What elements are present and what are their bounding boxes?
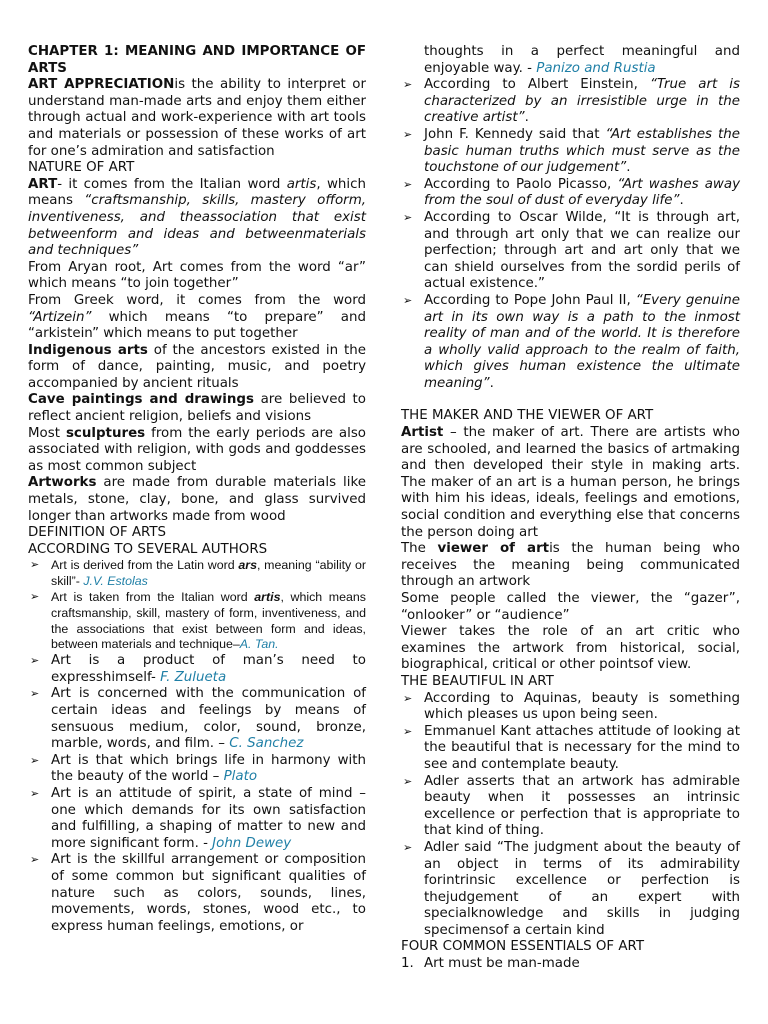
art-appreciation-paragraph [28,77,366,160]
author-reference: F. Zulueta [160,669,227,685]
author-reference: J.V. Estolas [83,574,148,589]
definition-list [28,558,366,653]
item-text: Art is that which brings life in harmony with the beauty of the world – [51,752,366,785]
art-definition-paragraph [28,177,366,260]
cave-paragraph [28,392,366,425]
list-item: ➢ According to Aquinas, beauty is something which pleases us upon being seen. [401,691,740,724]
indigenous-paragraph [28,343,366,393]
artworks-paragraph [28,475,366,525]
item-quote: “Art washes away from the soul of dust of everyday life” [424,176,741,209]
indigenous-term: Indigenous arts [28,342,148,358]
item-text: According to Albert Einstein, [424,77,650,93]
definition-heading: DEFINITION OF ARTS [28,525,166,541]
art-def-quote: “craftsmanship, skills, mastery ofform, inventiveness, and theassociation that exist betweenform and ideas and betweenmaterials and techniques” [28,193,366,259]
greek-text: From Greek word, it comes from the word [28,292,366,308]
item-quote: “Art establishes the basic human truths which must serve as the touchstone of our judgement” [424,126,740,176]
critic-paragraph: Viewer takes the role of an art critic who examines the artwork from historical, social, biographical, critical or other pointsof view. [401,624,740,673]
viewer-lead: The [401,541,438,557]
item-text: John F. Kennedy said that [424,126,606,142]
art-appreciation-definition: is the ability to interpret or understand man-made arts and enjoy them either through actual and work-experience with art tools and materials or possession of these works of art for one’s admiration and satisfaction [28,77,366,159]
list-item [28,590,366,653]
famous-quotes-list [401,77,740,392]
continued-text: thoughts in a perfect meaningful and enjoyable way. - [424,44,740,76]
continued-paragraph [401,44,740,77]
list-item [401,77,740,127]
sculptures-paragraph [28,426,366,476]
item-text-2: , which means craftsmanship, skill, mastery of form, inventiveness, and the associations that exist between form and ideas, between materials and technique– [51,590,366,652]
artworks-term: Artworks [28,475,97,491]
art-def-text-2: , which means [28,176,366,209]
item-text: Art is concerned with the communication of certain ideas and feelings by means of sensuous medium, color, sound, bronze, marble, words, and film. – [51,686,366,752]
spacer [401,392,740,408]
list-item: ➢ Adler asserts that an artwork has admirable beauty when it possesses an intrinsic excellence or perfection that is appropriate to that kind of thing. [401,774,740,840]
greek-text-2: which means “to prepare” and “arkistein” which means to put together [28,309,366,342]
artist-paragraph [401,425,740,541]
beauty-list [401,691,740,940]
list-item: ➢ Adler said “The judgment about the beauty of an object in terms of its admirability forintrinsic excellence or perfection is thejudgement of an expert with specialknowledge and skills in judging specimensof a certain kind [401,840,740,940]
right-column [401,44,740,973]
list-item: ➢ Emmanuel Kant attaches attitude of looking at the beautiful that is necessary for the mind to see and contemplate beauty. [401,724,740,774]
list-item [28,753,366,786]
item-text: Art is a product of man’s need to expresshimself- [51,653,366,685]
item-text: Art is an attitude of spirit, a state of mind – one which demands for its own satisfaction and fulfilling, a shaping of matter to new and more significant form. - [51,785,366,851]
list-item [28,786,366,852]
author-reference: C. Sanchez [229,736,304,752]
aryan-paragraph: From Aryan root, Art comes from the word “ar” which means “to join together” [28,259,366,292]
authors-heading: ACCORDING TO SEVERAL AUTHORS [28,541,268,557]
artist-term: Artist [401,425,444,441]
list-item [28,653,366,686]
list-item [401,956,740,973]
beautiful-heading: THE BEAUTIFUL IN ART [401,673,554,689]
item-number: 1. [401,956,414,972]
item-text: According to Paolo Picasso, [424,176,618,192]
art-def-text: - it comes from the Italian word [57,176,287,192]
essentials-list [401,956,740,973]
viewer-paragraph [401,541,740,591]
gazer-paragraph: Some people called the viewer, the “gazer”, “onlooker” or “audience” [401,591,740,623]
item-emphasis: artis [254,590,281,604]
author-reference: A. Tan. [239,637,279,652]
item-text-2: , meaning “ability or skill”- [51,558,367,589]
author-reference: John Dewey [212,835,292,851]
list-item [28,852,366,935]
list-item [28,686,366,752]
item-emphasis: ars [238,558,257,573]
author-reference: Plato [223,769,258,785]
essentials-heading: FOUR COMMON ESSENTIALS OF ART [401,939,645,955]
viewer-term: viewer of art [437,541,550,557]
item-text: Art is derived from the Latin word [51,558,239,573]
item-text: Art is taken from the Italian word [51,590,255,604]
indigenous-def: of the ancestors existed in the form of dance, painting, music, and poetry accompanied by ancient rituals [28,342,366,391]
item-end: . [626,160,631,176]
item-quote: “True art is characterized by an irresistible urge in the creative artist” [424,77,740,126]
artizein-word: “Artizein” [28,309,92,325]
nature-heading: NATURE OF ART [28,160,135,176]
list-item [28,558,366,590]
item-end: . [524,110,529,126]
sculptures-def: from the early periods are also associated with religion, with gods and goddesses as most common subject [28,425,367,474]
list-item [401,293,740,393]
cave-def: are believed to reflect ancient religion, beliefs and visions [28,392,366,425]
chapter-title: CHAPTER 1: MEANING AND IMPORTANCE OF ARTS [28,44,366,76]
artworks-def: are made from durable materials like metals, stone, clay, bone, and glass survived longer than artworks made from wood [28,475,366,524]
list-item [401,210,740,293]
item-text: According to Pope John Paul II, [424,292,636,308]
item-end: . [489,375,494,391]
item-text: According to Oscar Wilde, “It is through art, and through art only that we can realize our perfection; through art and art only that we can shield ourselves from the sordid perils of actual existence.” [424,209,740,292]
author-reference: Panizo and Rustia [536,60,656,76]
list-item [401,127,740,177]
item-quote: “Every genuine art in its own way is a path to the inmost reality of man and of the world. It is therefore a wholly valid approach to the realm of faith, which gives human existence the ultimate meaning” [424,292,740,391]
artist-def: – the maker of art. There are artists who are schooled, and learned the basics of artmaking and then developed their style in making arts. The maker of an art is a human person, he brings with him his ideas, ideals, feelings and emotions, social condition and everything else that concerns the person doing art [401,425,740,540]
viewer-def: is the human being who receives the meaning being communicated through an artwork [401,541,740,590]
sculptures-lead: Most [28,425,66,441]
art-appreciation-term: ART APPRECIATION [28,77,175,93]
quote-list [28,653,366,935]
art-term: ART [28,176,58,192]
list-item [401,177,740,210]
item-end: . [679,193,684,209]
item-text: Art must be man-made [424,956,580,972]
artis-word: artis [286,176,317,192]
item-text: Art is the skillful arrangement or composition of some common but significant qualities of nature such as colors, sounds, lines, movements, words, stones, wood etc., to express human feelings, emotions, or [51,852,366,934]
greek-paragraph [28,293,366,343]
sculptures-term: sculptures [65,425,146,441]
maker-heading: THE MAKER AND THE VIEWER OF ART [401,408,654,424]
cave-term: Cave paintings and drawings [28,392,254,408]
left-column [28,44,366,935]
